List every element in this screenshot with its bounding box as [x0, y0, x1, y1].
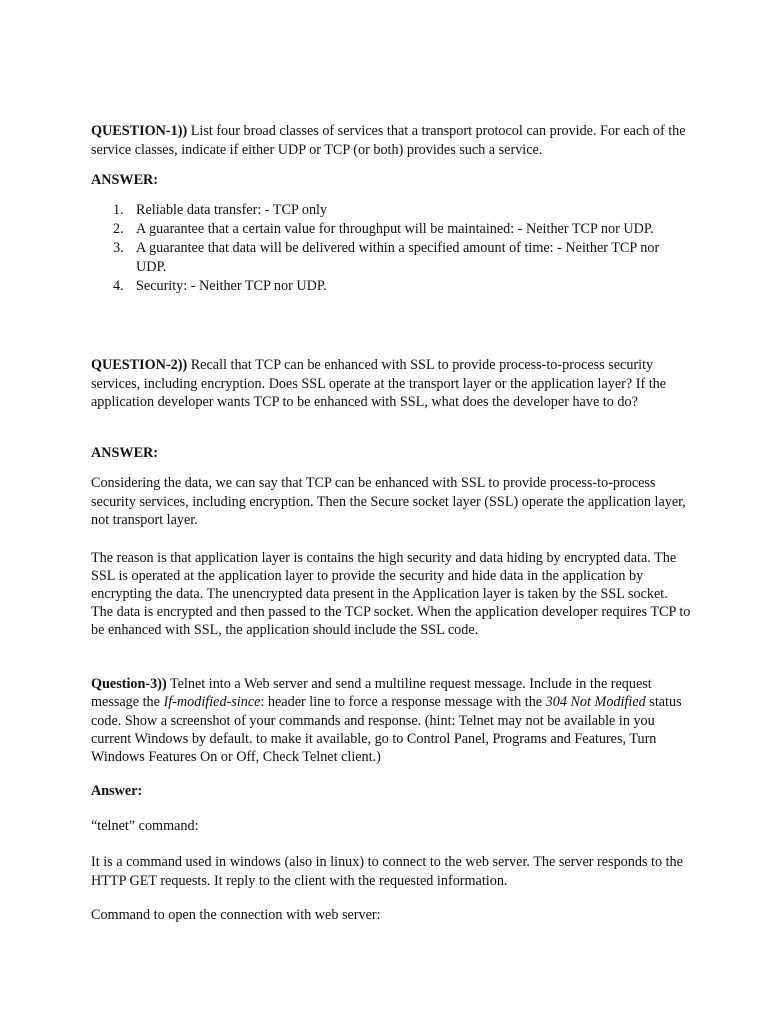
- list-item: [91, 220, 691, 239]
- question-3-body-b: : header line to force a response message with the: [260, 694, 546, 711]
- list-item-text: Reliable data transfer: - TCP only: [136, 202, 328, 218]
- question-1-answer-label: [91, 171, 691, 190]
- answer-paragraph: Considering the data, we can say that TCP can be enhanced with SSL to provide process-to-process security services, including encryption. Then the Secure socket layer (SSL) operate the application layer, not transport layer.: [91, 475, 686, 528]
- question-1-text: [91, 122, 691, 159]
- answer-label: Answer:: [91, 783, 143, 799]
- list-item-number: 3.: [113, 240, 124, 256]
- question-3-answer-label: [91, 782, 691, 801]
- list-item-text: A guarantee that a certain value for throughput will be maintained: - Neither TCP nor UDP.: [136, 221, 654, 237]
- open-connection-text: Command to open the connection with web server:: [91, 907, 381, 923]
- list-item-number: 2.: [113, 221, 124, 237]
- open-connection-heading: [91, 906, 691, 925]
- question-2-answer-label: [91, 444, 691, 463]
- list-item-number: 4.: [113, 278, 124, 294]
- question-3-italic-status: 304 Not Modified: [545, 694, 646, 711]
- list-item-number: 1.: [113, 202, 124, 218]
- telnet-heading-text: “telnet” command:: [91, 818, 199, 834]
- question-3-body-a: Telnet into a Web server and send a multiline request message. Include in the request message the: [91, 676, 652, 711]
- answer-label: ANSWER:: [91, 172, 159, 188]
- list-item: [91, 277, 691, 296]
- question-2-answer-para-2: [91, 549, 691, 639]
- list-item-text: A guarantee that data will be delivered within a specified amount of time: - Neither TCP nor UDP.: [136, 240, 660, 275]
- telnet-heading: [91, 817, 691, 836]
- question-2-label: QUESTION-2)): [91, 357, 188, 373]
- answer-paragraph: The reason is that application layer is contains the high security and data hiding by encrypted data. The SSL is operated at the application layer to provide the security and hide data in the application by encrypting the data. The unencrypted data present in the Application layer is taken by the SSL socket. The data is encrypted and then passed to the TCP socket. When the application developer requires TCP to be enhanced with SSL, the application should include the SSL code.: [91, 550, 691, 638]
- list-item: [91, 239, 691, 277]
- question-1-body: List four broad classes of services that a transport protocol can provide. For each of the service classes, indicate if either UDP or TCP (or both) provides such a service.: [91, 123, 686, 158]
- question-1-label: QUESTION-1)): [91, 123, 188, 139]
- question-3-text: [91, 675, 691, 766]
- question-3-body-c: status code. Show a screenshot of your commands and response. (hint: Telnet may not be available in you current Windows by default. to make it available, go to Control Panel, Programs and Features, Turn Windows Features On or Off, Check Telnet client.): [91, 694, 682, 766]
- list-item-text: Security: - Neither TCP nor UDP.: [136, 278, 327, 294]
- answer-list: [91, 201, 691, 296]
- list-item: [91, 201, 691, 220]
- question-3: [91, 675, 691, 766]
- question-2: [91, 356, 691, 412]
- question-2-text: [91, 356, 691, 412]
- question-1-answer-list: [91, 201, 691, 296]
- question-2-answer-para-1: [91, 474, 691, 530]
- question-2-body: Recall that TCP can be enhanced with SSL to provide process-to-process security services, including encryption. Does SSL operate at the transport layer or the application layer? If the application developer wants TCP to be enhanced with SSL, what does the developer have to do?: [91, 357, 667, 410]
- question-3-label: Question-3)): [91, 676, 167, 692]
- question-3-italic-header: If-modified-since: [163, 694, 261, 711]
- question-1: [91, 122, 691, 159]
- telnet-description-text: It is a command used in windows (also in linux) to connect to the web server. The server responds to the HTTP GET requests. It reply to the client with the requested information.: [91, 854, 683, 889]
- telnet-description: [91, 853, 691, 890]
- answer-label: ANSWER:: [91, 445, 159, 461]
